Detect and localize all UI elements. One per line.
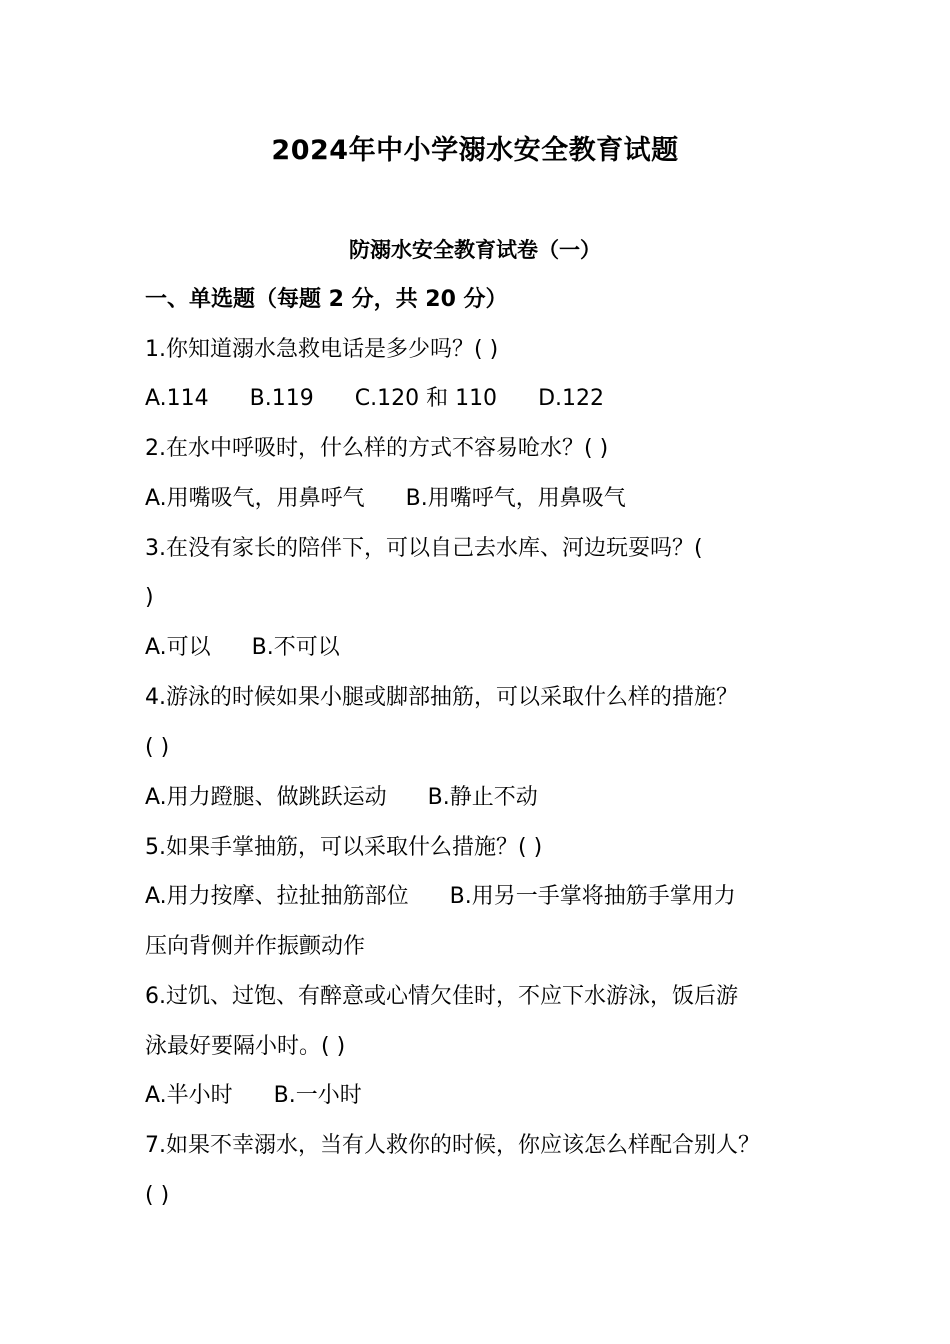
q5-option-a: A.用力按摩、拉扯抽筋部位 (145, 884, 409, 909)
document-title: 2024年中小学溺水安全教育试题 (271, 135, 679, 166)
q1-option-c: C.120 和 110 (354, 386, 498, 411)
q4-option-a: A.用力蹬腿、做跳跃运动 (145, 785, 387, 810)
q1-option-a: A.114 (145, 386, 209, 411)
q3-option-a: A.可以 (145, 635, 211, 660)
question-6: 6.过饥、过饱、有醉意或心情欠佳时，不应下水游泳，饭后游 (145, 984, 738, 1009)
question-1: 1.你知道溺水急救电话是多少吗？( ) (145, 337, 499, 362)
question-1-options (145, 383, 835, 415)
question-7-continued: ( ) (145, 1183, 170, 1208)
question-3: 3.在没有家长的陪伴下，可以自己去水库、河边玩耍吗？( (145, 536, 703, 561)
question-6-options (145, 1080, 835, 1112)
question-4: 4.游泳的时候如果小腿或脚部抽筋，可以采取什么样的措施？ (145, 685, 738, 710)
question-5-options (145, 881, 835, 913)
question-3-options (145, 632, 835, 664)
question-2: 2.在水中呼吸时，什么样的方式不容易呛水？( ) (145, 436, 609, 461)
q1-option-b: B.119 (249, 386, 314, 411)
q2-option-a: A.用嘴吸气，用鼻呼气 (145, 486, 365, 511)
section-heading: 一、单选题（每题 2 分，共 20 分） (145, 287, 508, 312)
q5-option-b: B.用另一手掌将抽筋手掌用力 (449, 884, 736, 909)
q6-option-a: A.半小时 (145, 1083, 233, 1108)
q6-option-b: B.一小时 (273, 1083, 362, 1108)
question-5: 5.如果手掌抽筋，可以采取什么措施？( ) (145, 835, 543, 860)
q3-option-b: B.不可以 (251, 635, 340, 660)
question-4-continued: ( ) (145, 735, 170, 760)
exam-subtitle: 防溺水安全教育试卷（一） (349, 238, 601, 262)
q4-option-b: B.静止不动 (427, 785, 538, 810)
question-3-continued: ) (145, 585, 154, 610)
question-6-continued: 泳最好要隔小时。( ) (145, 1034, 346, 1059)
q2-option-b: B.用嘴呼气，用鼻吸气 (405, 486, 626, 511)
q1-option-d: D.122 (538, 386, 604, 411)
question-4-options (145, 782, 835, 814)
question-7: 7.如果不幸溺水，当有人救你的时候，你应该怎么样配合别人？ (145, 1133, 760, 1158)
question-2-options (145, 483, 835, 515)
question-5-options-continued: 压向背侧并作振颤动作 (145, 934, 366, 959)
